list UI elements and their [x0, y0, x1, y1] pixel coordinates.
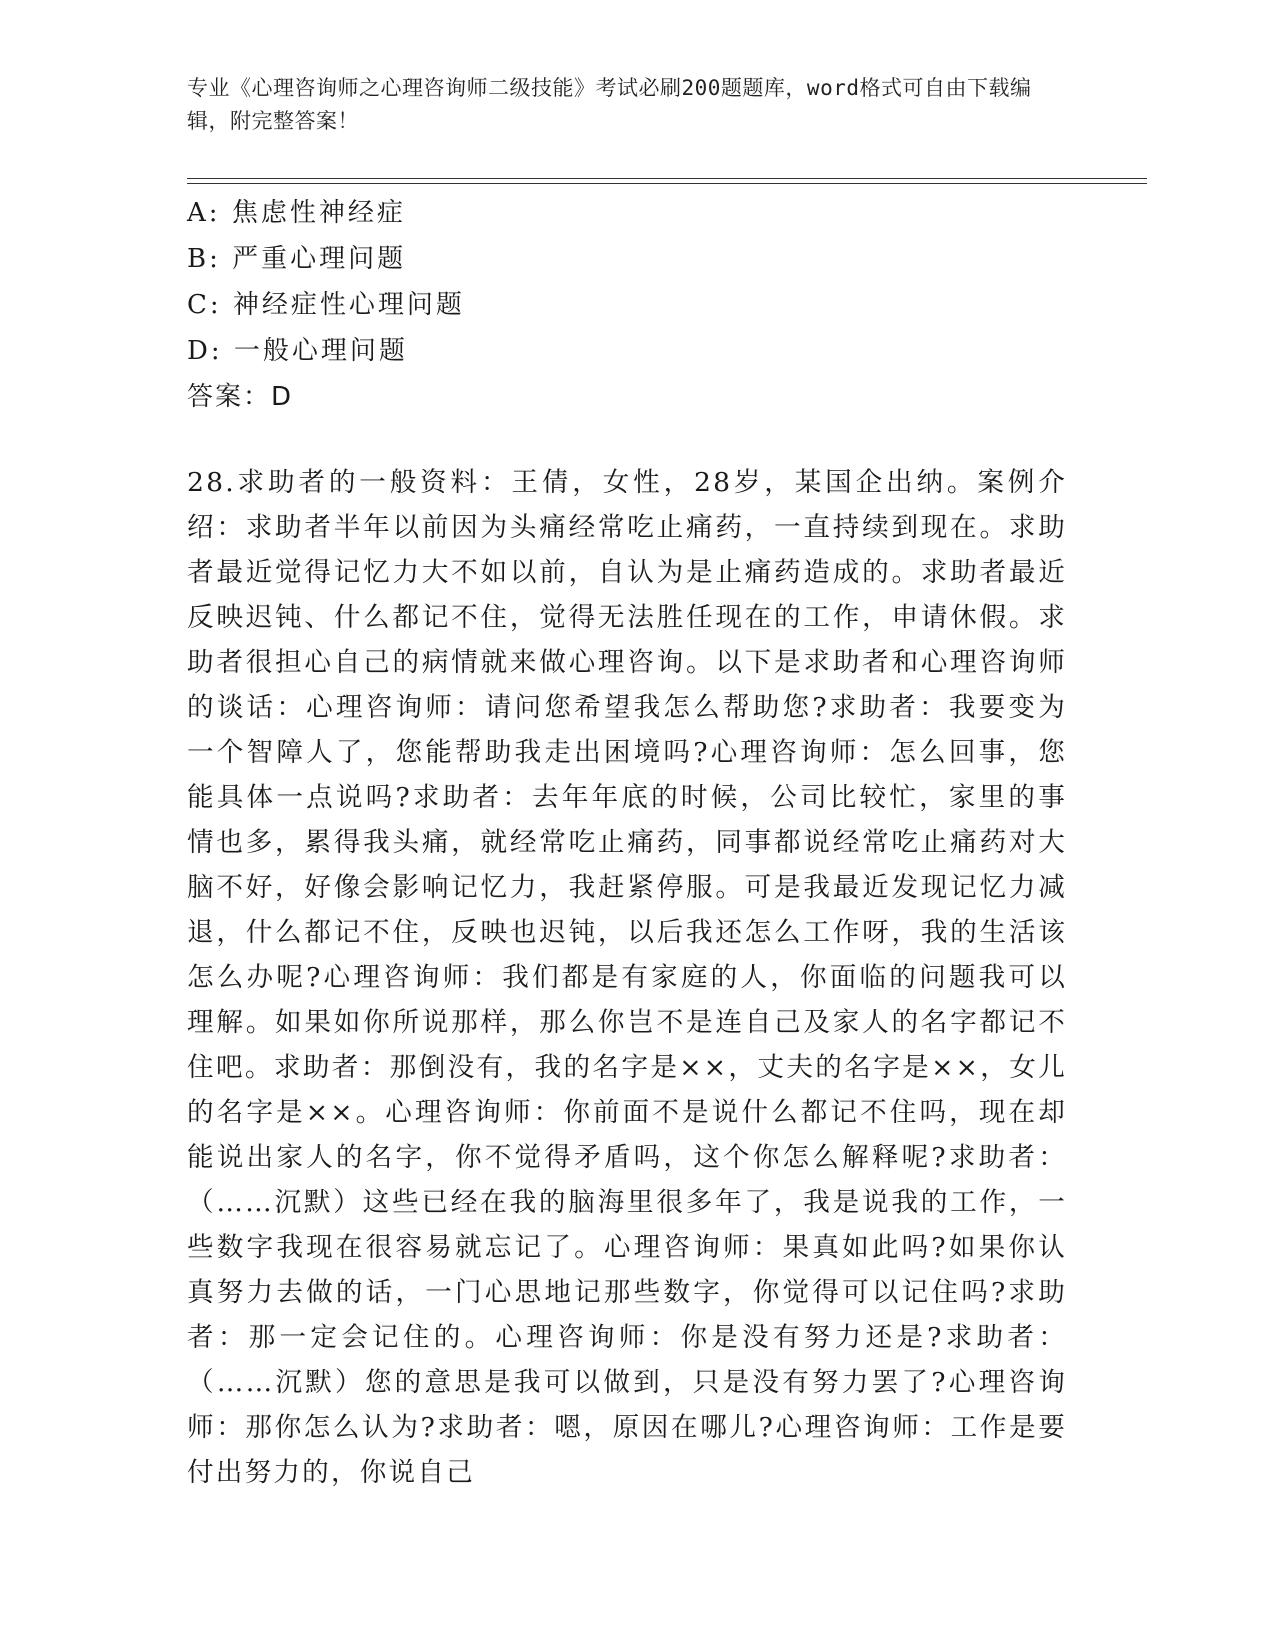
option-label: D: — [187, 336, 223, 366]
question-28: 28.求助者的一般资料：王倩，女性，28岁，某国企出纳。案例介绍：求助者半年以前因为头痛经常吃止痛药，一直持续到现在。求助者最近觉得记忆力大不如以前，自认为是止痛药造成的。求助者最近反映迟钝、什么都记不住，觉得无法胜任现在的工作，申请休假。求助者很担心自己的病情就来做心理咨询。以下是求助者和心理咨询师的谈话：心理咨询师：请问您希望我怎么帮助您?求助者：我要变为一个智障人了，您能帮助我走出困境吗?心理咨询师：怎么回事，您能具体一点说吗?求助者：去年年底的时候，公司比较忙，家里的事情也多，累得我头痛，就经常吃止痛药，同事都说经常吃止痛药对大脑不好，好像会影响记忆力，我赶紧停服。可是我最近发现记忆力减退，什么都记不住，反映也迟钝，以后我还怎么工作呀，我的生活该怎么办呢?心理咨询师：我们都是有家庭的人，你面临的问题我可以理解。如果如你所说那样，那么你岂不是连自己及家人的名字都记不住吧。求助者：那倒没有，我的名字是××，丈夫的名字是××，女儿的名字是××。心理咨询师：你前面不是说什么都记不住吗，现在却能说出家人的名字，你不觉得矛盾吗，这个你怎么解释呢?求助者：（……沉默）这些已经在我的脑海里很多年了，我是说我的工作，一些数字我现在很容易就忘记了。心理咨询师：果真如此吗?如果你认真努力去做的话，一门心思地记那些数字，你觉得可以记住吗?求助者：那一定会记住的。心理咨询师：你是没有努力还是?求助者：（……沉默）您的意思是我可以做到，只是没有努力罢了?心理咨询师：那你怎么认为?求助者：嗯，原因在哪儿?心理咨询师：工作是要付出努力的，你说自己 — [187, 467, 1067, 1488]
option-b — [187, 236, 1087, 282]
option-label: A: — [187, 198, 221, 228]
option-text: 严重心理问题 — [232, 244, 407, 274]
header-divider-top — [187, 178, 1147, 179]
option-text: 一般心理问题 — [233, 336, 408, 366]
option-d — [187, 328, 1087, 374]
option-c — [187, 282, 1087, 328]
option-label: C: — [187, 290, 222, 320]
option-text: 神经症性心理问题 — [232, 290, 465, 320]
document-header: 专业《心理咨询师之心理咨询师二级技能》考试必刷200题题库，word格式可自由下载编辑，附完整答案！ — [187, 76, 1032, 133]
option-a — [187, 190, 1087, 236]
answer-line: 答案：D — [187, 382, 294, 412]
option-label: B: — [187, 244, 221, 274]
answer-options — [187, 190, 1087, 420]
header-divider-bottom — [187, 183, 1147, 184]
option-text: 焦虑性神经症 — [231, 198, 406, 228]
